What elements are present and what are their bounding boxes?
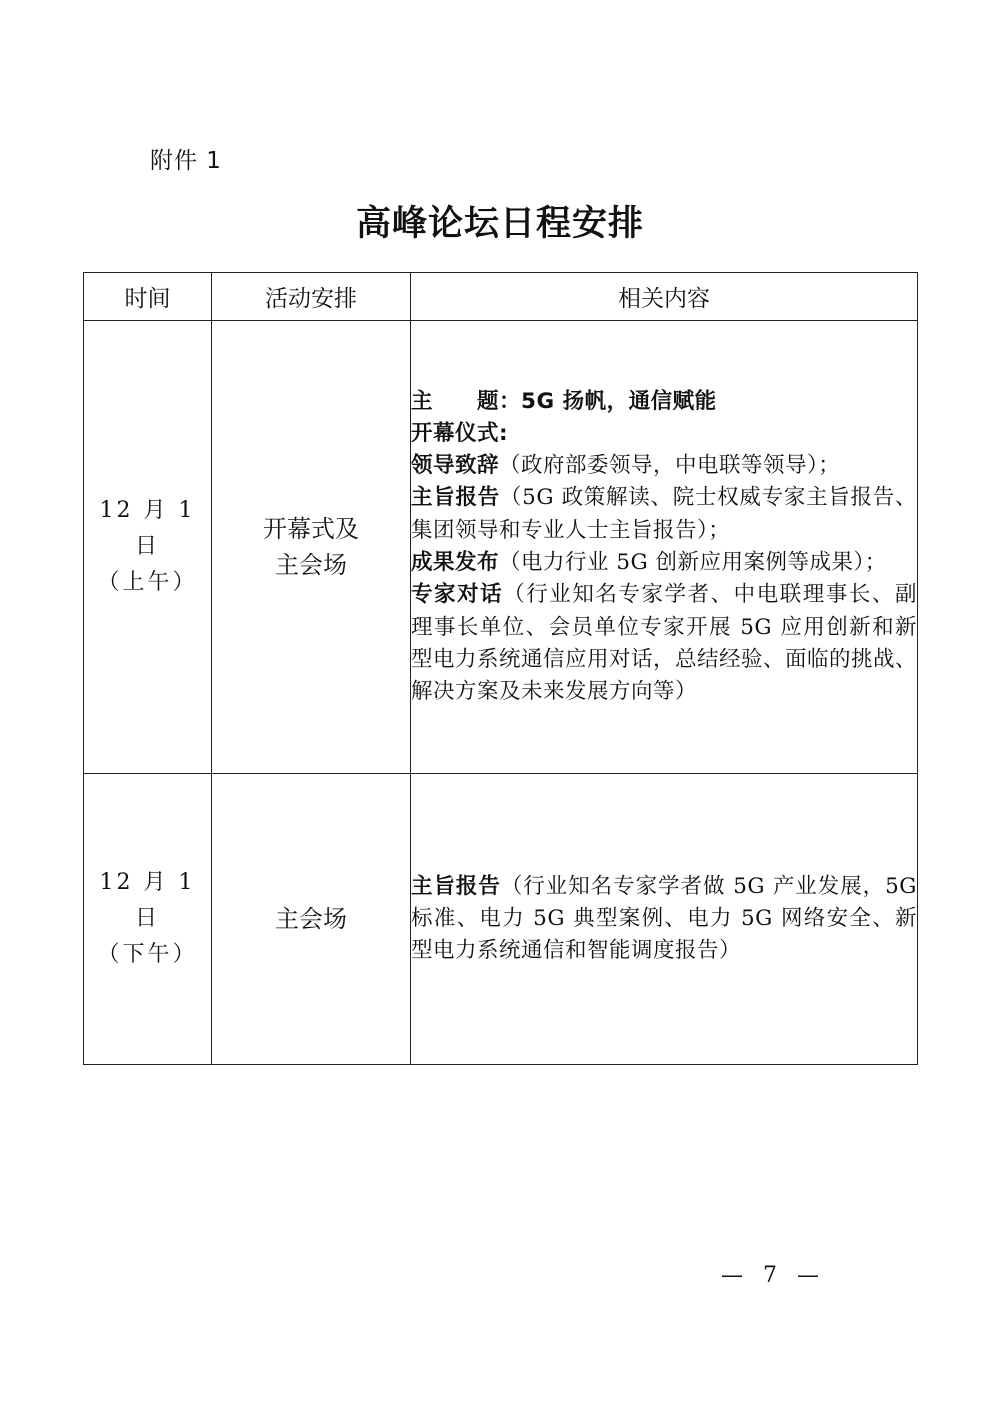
table-header-row [84,273,918,321]
time-period: （下午） [97,942,198,967]
theme-label: 主 题： [411,388,522,414]
time-date: 12 月 1 日 [99,870,196,931]
activity-line: 开幕式及 [263,515,359,543]
time-cell [84,321,212,774]
agenda-item [411,482,917,547]
header-time: 时间 [84,273,212,321]
page-number-value: 7 [763,1263,777,1288]
time-period: （上午） [97,570,198,595]
page-number-dash: — [721,1263,743,1288]
opening-label: 开幕仪式: [411,420,509,446]
agenda-item-text: （电力行业 5G 创新应用案例等成果）； [499,550,887,575]
activity-cell [212,774,411,1065]
page-number [0,1263,1000,1288]
agenda-item-text: （政府部委领导，中电联等领导）； [499,453,841,479]
agenda-item-lead: 主旨报告 [411,873,501,899]
agenda-item-text: （5G 政策解读、院士权威专家主旨报告、集团领导和专业人士主旨报告）； [411,485,917,543]
agenda-item [411,871,917,968]
content-cell [411,774,918,1065]
header-activity: 活动安排 [212,273,411,321]
agenda-item [411,450,917,482]
table-row [84,774,918,1065]
theme-value: 5G 扬帆，通信赋能 [521,388,717,414]
agenda-item-lead: 领导致辞 [411,453,500,479]
agenda-item-text: （行业知名专家学者、中电联理事长、副理事长单位、会员单位专家开展 5G 应用创新和新型电力系统通信应用对话，总结经验、面临的挑战、解决方案及未来发展方向等） [411,582,918,705]
theme-line [411,386,917,418]
time-date: 12 月 1 日 [99,498,196,559]
activity-line: 主会场 [275,551,347,579]
agenda-item-lead: 成果发布 [411,550,500,575]
agenda-item-lead: 主旨报告 [411,485,500,511]
agenda-item [411,547,917,579]
content-cell [411,321,918,774]
schedule-table [83,272,918,1065]
time-cell [84,774,212,1065]
document-title: 高峰论坛日程安排 [355,203,644,244]
header-content: 相关内容 [411,273,918,321]
agenda-item-lead: 专家对话 [411,582,504,608]
activity-cell [212,321,411,774]
activity-line: 主会场 [275,905,347,933]
agenda-item [411,579,917,708]
table-row [84,321,918,774]
attachment-label: 附件 1 [150,148,222,174]
agenda-item-text: （行业知名专家学者做 5G 产业发展，5G 标准、电力 5G 典型案例、电力 5G 网络安全、新型电力系统通信和智能调度报告） [411,873,917,964]
page-number-dash: — [797,1263,819,1288]
